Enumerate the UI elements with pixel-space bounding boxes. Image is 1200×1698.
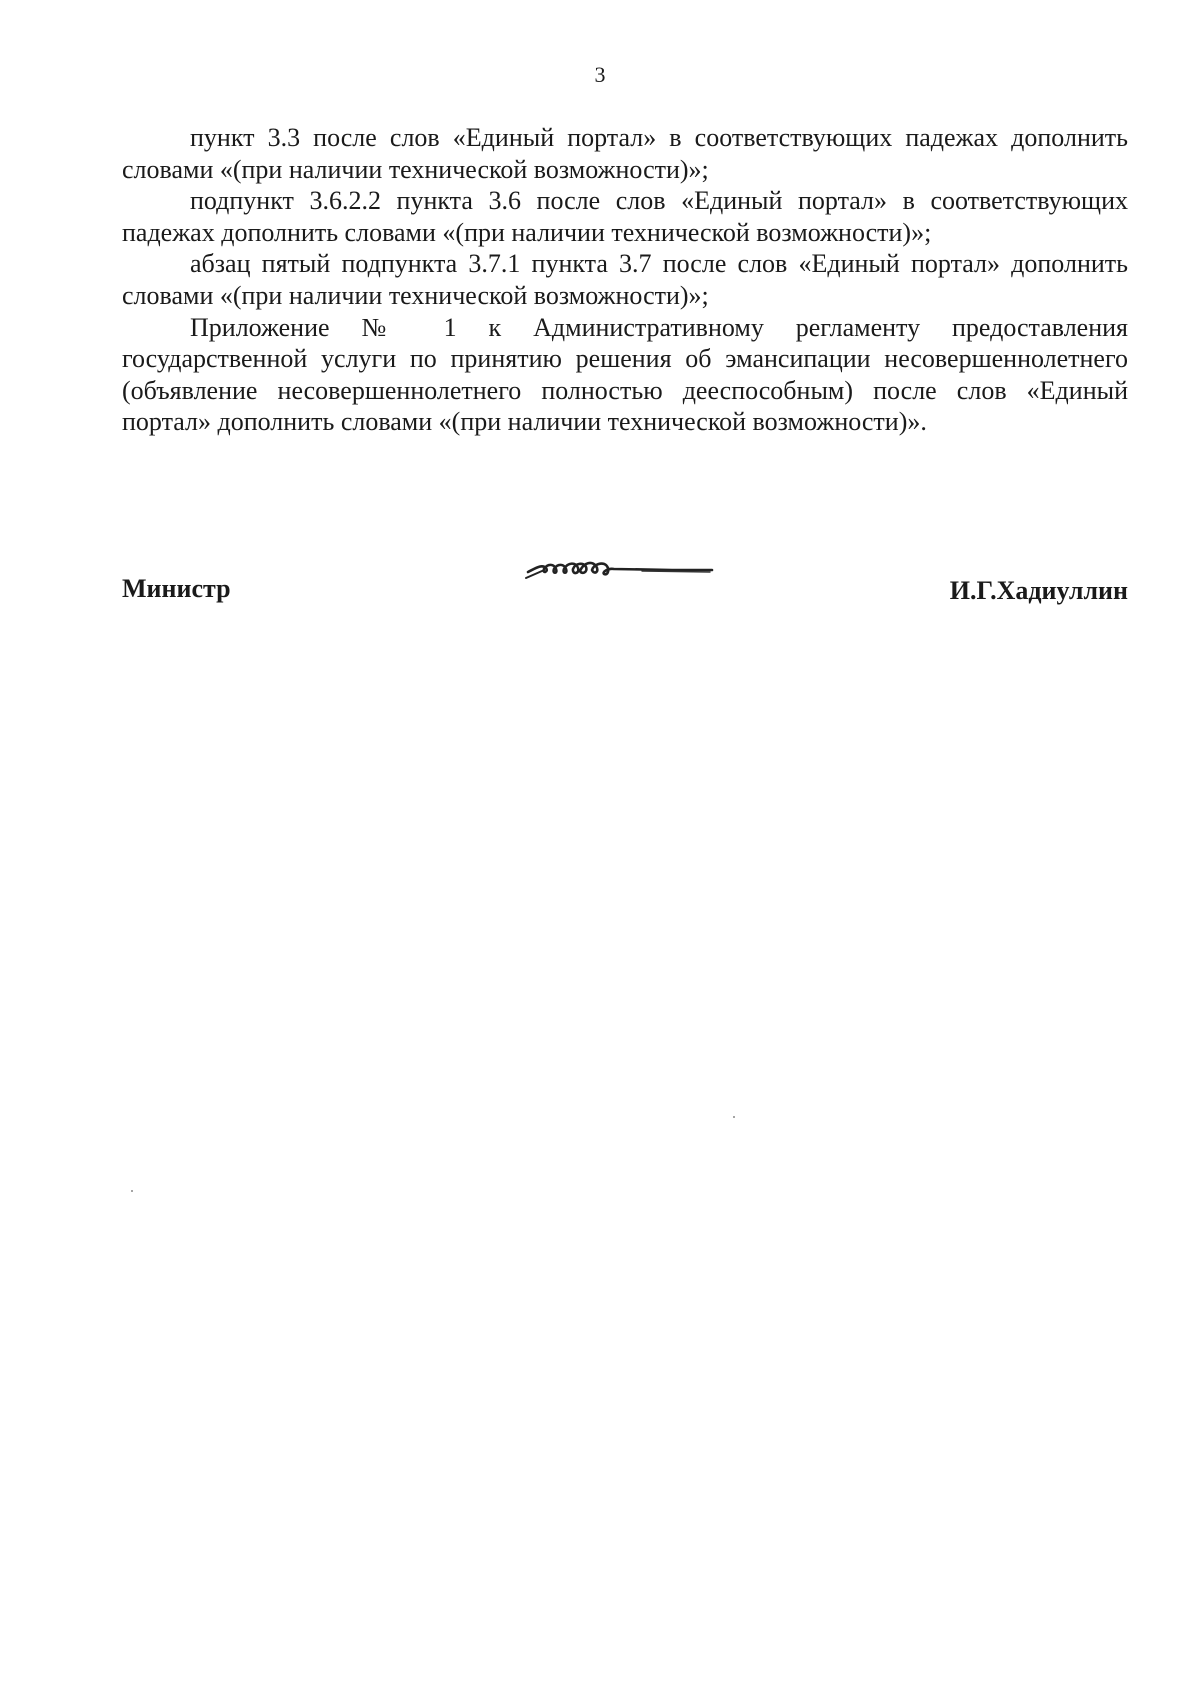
- scan-speck: [733, 1116, 735, 1118]
- paragraph-subitem-3-6-2-2: подпункт 3.6.2.2 пункта 3.6 после слов «Единый портал» в соответствующих падежах дополнить словами «(при наличии технической возможности)»;: [122, 186, 1128, 247]
- scan-speck: [131, 1190, 133, 1192]
- paragraph-item-3-3: пункт 3.3 после слов «Единый портал» в соответствующих падежах дополнить словами «(при наличии технической возможности)»;: [122, 123, 1128, 184]
- document-body: [122, 122, 1128, 438]
- signatory-name: И.Г.Хадиуллин: [949, 576, 1128, 605]
- signatory-title: Министр: [122, 574, 231, 603]
- page-number: 3: [594, 62, 606, 87]
- handwritten-signature: [522, 548, 722, 588]
- paragraph-subitem-3-7-1: абзац пятый подпункта 3.7.1 пункта 3.7 после слов «Единый портал» дополнить словами «(при наличии технической возможности)»;: [122, 249, 1128, 310]
- paragraph-appendix-1: Приложение № 1 к Административному регламенту предоставления государственной услуги по принятию решения об эмансипации несовершеннолетнего (объявление несовершеннолетнего полностью дееспособным) после слов «Единый портал» дополнить словами «(при наличии технической возможности)».: [122, 312, 1128, 437]
- signature-block: [122, 548, 1128, 608]
